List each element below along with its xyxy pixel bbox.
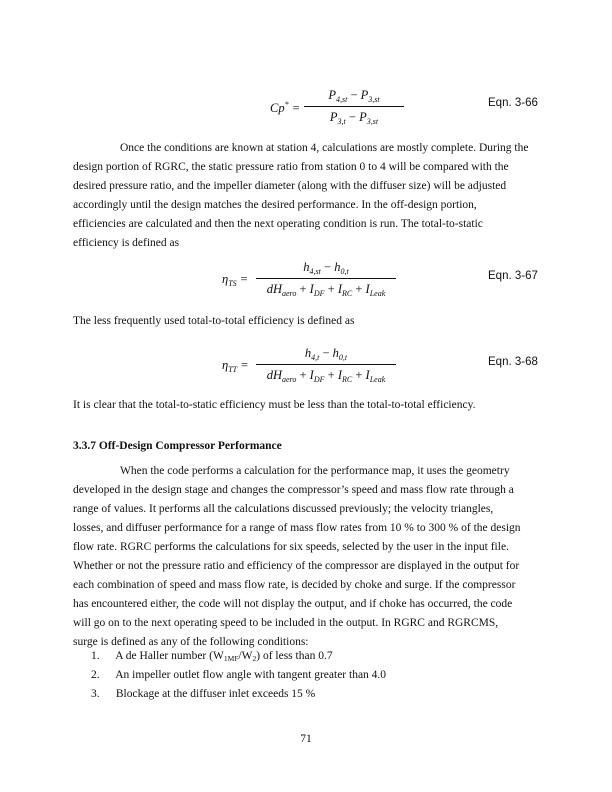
equation-label: Eqn. 3-68 <box>488 356 538 368</box>
equation-fraction <box>256 259 396 298</box>
equation-fraction <box>304 87 404 126</box>
text-line: efficiencies are calculated and then the next operating condition is run. The total-to-static <box>73 218 483 230</box>
equation-denominator: $dH_{aero} + I_{DF} + I_{RC} + I_{Leak}$ <box>266 282 386 298</box>
list-item <box>73 666 386 685</box>
equation-3-68 <box>222 345 402 389</box>
text-line: flow rate. RGRC performs the calculations for six speeds, selected by the user in the input file. <box>73 541 509 553</box>
text-line: range of values. It performs all the calculations discussed previously; the velocity triangles, <box>73 503 494 515</box>
paragraph-off-design <box>73 462 540 652</box>
text-line: will go on to the next operating speed to be included in the output. In RGRC and RGRCMS, <box>73 617 499 629</box>
paragraph-conditions <box>73 139 540 253</box>
list-number: 2. <box>91 669 100 681</box>
text-line: accordingly until the design matches the desired performance. In the off-design portion, <box>73 199 477 211</box>
fraction-bar <box>256 364 396 365</box>
text-line: efficiency is defined as <box>73 237 180 249</box>
equation-numerator: $P_{4,st} - P_{3,st}$ <box>328 88 380 104</box>
equation-lhs: $\eta_{TT}$ = <box>222 358 249 374</box>
text-line: surge is defined as any of the following conditions: <box>73 636 309 648</box>
equation-lhs: Cp* = <box>270 100 301 116</box>
text-line: It is clear that the total-to-static efficiency must be less than the total-to-total efficiency. <box>73 399 476 411</box>
equation-numerator: $h_{4,t} - h_{0,t}$ <box>304 346 348 362</box>
equation-denominator: $dH_{aero} + I_{DF} + I_{RC} + I_{Leak}$ <box>266 368 386 384</box>
list-text: Blockage at the diffuser inlet exceeds 15 % <box>115 688 316 700</box>
surge-conditions-list <box>73 647 386 704</box>
list-item <box>73 647 386 666</box>
equation-label: Eqn. 3-66 <box>488 97 538 109</box>
equation-fraction <box>256 345 396 384</box>
list-item <box>73 685 386 704</box>
text-line: losses, and diffuser performance for a range of mass flow rates from 10 % to 300 % of the design <box>73 522 521 534</box>
sentence-efficiency-comparison <box>73 396 540 415</box>
page-number: 71 <box>300 733 312 745</box>
equation-denominator: $P_{3,t} - P_{3,st}$ <box>329 110 379 126</box>
fraction-bar <box>304 106 404 107</box>
text-line: each combination of speed and mass flow rate, is decided by choke and surge. If the compressor <box>73 579 516 591</box>
text-line: design portion of RGRC, the static pressure ratio from station 0 to 4 will be compared with the <box>73 161 509 173</box>
text-line: Once the conditions are known at station 4, calculations are mostly complete. During the <box>120 142 529 154</box>
text-line: desired pressure ratio, and the impeller diameter (along with the diffuser size) will be adjusted <box>73 180 507 192</box>
equation-3-66 <box>270 87 390 131</box>
fraction-bar <box>256 278 396 279</box>
text-line: Whether or not the pressure ratio and efficiency of the compressor are displayed in the output for <box>73 560 520 572</box>
text-line: The less frequently used total-to-total efficiency is defined as <box>73 315 355 327</box>
list-number: 1. <box>91 650 100 662</box>
text-line: developed in the design stage and changes the compressor’s speed and mass flow rate through a <box>73 484 514 496</box>
section-heading: 3.3.7 Off-Design Compressor Performance <box>73 440 282 452</box>
text-line: has encountered either, the code will not display the output, and if choke has occurred, the code <box>73 598 513 610</box>
equation-lhs: $\eta_{TS}$ = <box>222 272 249 288</box>
equation-3-67 <box>222 259 402 303</box>
equation-label: Eqn. 3-67 <box>488 270 538 282</box>
list-text-formatted: A de Haller number $(W_{1MF}/W_2)$ of less than 0.7 <box>115 650 333 663</box>
equation-numerator: $h_{4,st} - h_{0,t}$ <box>303 260 349 276</box>
list-number: 3. <box>91 688 100 700</box>
list-text: An impeller outlet flow angle with tangent greater than 4.0 <box>115 669 387 681</box>
sentence-total-to-total <box>73 312 540 331</box>
text-line: When the code performs a calculation for the performance map, it uses the geometry <box>120 465 510 477</box>
